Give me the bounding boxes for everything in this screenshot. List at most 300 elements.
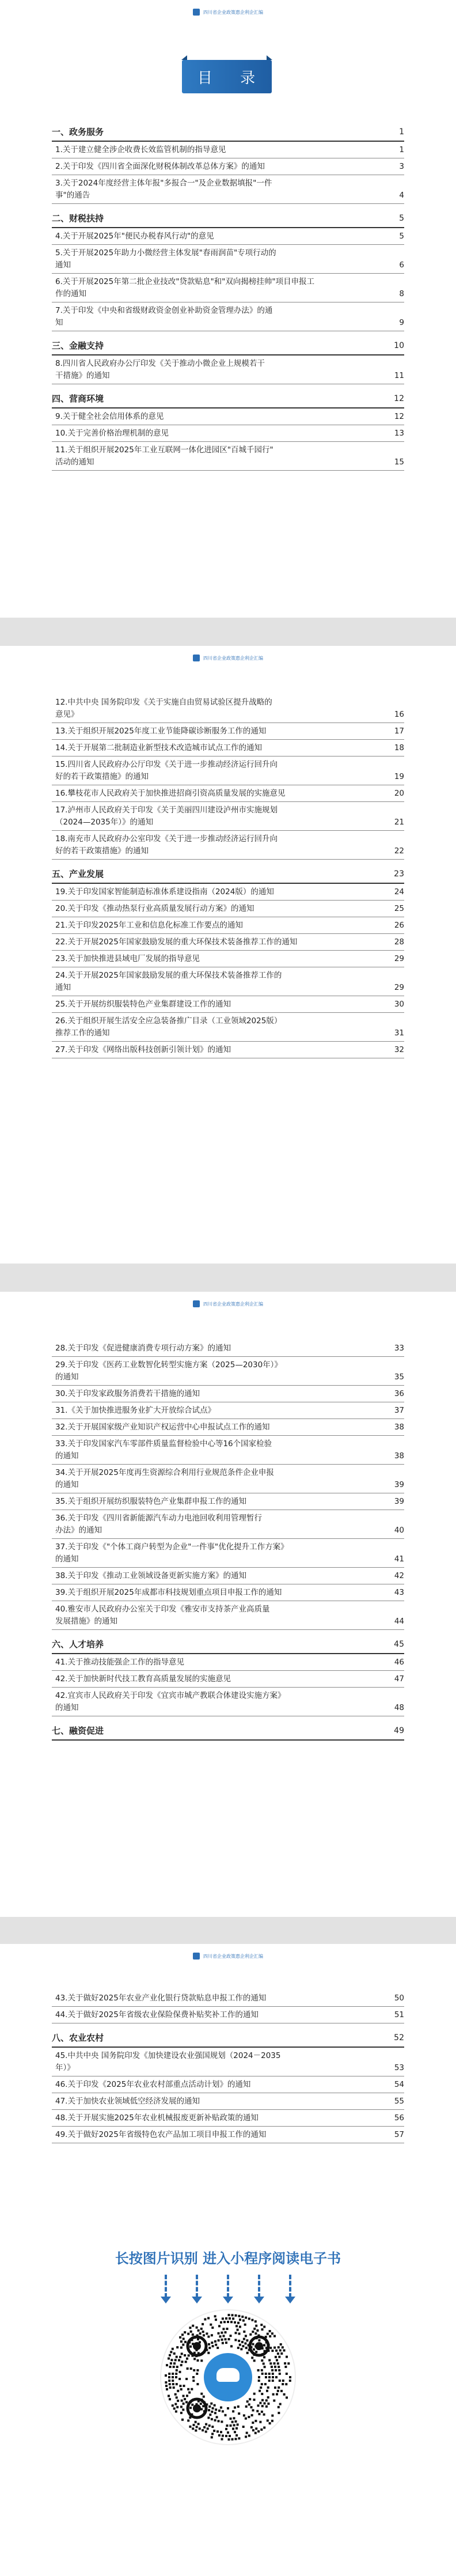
entry-text: 的通知 xyxy=(55,1451,79,1461)
entry-text: 1.关于建立健全涉企收费长效监管机制的指导意见 xyxy=(55,145,226,154)
entry-text: 办法》的通知 xyxy=(55,1526,102,1535)
entry-text: 16.攀枝花市人民政府关于加快推进招商引资高质量发展的实施意见 xyxy=(55,789,286,798)
entry-text: 推荐工作的通知 xyxy=(55,1028,110,1038)
entry-text: 40.雅安市人民政府办公室关于印发《雅安市支持茶产业高质量 xyxy=(55,1605,270,1614)
entry-line xyxy=(55,1496,404,1508)
entry-text: 26.关于组织开展生活安全应急装备推广目录（工业领域2025版） xyxy=(55,1016,282,1026)
qr-dot xyxy=(208,2343,210,2346)
qr-dot xyxy=(172,2404,174,2407)
qr-dot xyxy=(237,2347,240,2349)
entry-line xyxy=(55,1405,404,1417)
qr-dot xyxy=(252,2343,254,2346)
qr-dot xyxy=(180,2405,183,2408)
qr-dot xyxy=(176,2406,178,2408)
qr-dot xyxy=(272,2376,274,2378)
qr-dot xyxy=(191,2404,193,2406)
qr-dot xyxy=(227,2407,229,2409)
toc-entry[interactable] xyxy=(52,1386,404,1402)
qr-dot xyxy=(203,2396,205,2398)
toc-section[interactable] xyxy=(52,337,404,355)
qr-dot xyxy=(176,2396,178,2399)
toc-entry[interactable] xyxy=(52,1654,404,1671)
entry-line xyxy=(55,456,404,468)
toc-entry[interactable] xyxy=(52,408,404,425)
toc-section[interactable] xyxy=(52,1636,404,1654)
entry-text: 47.关于加快农业领域低空经济发展的通知 xyxy=(55,2097,200,2106)
qr-dot xyxy=(261,2373,264,2375)
entry-line xyxy=(55,444,404,456)
toc-list xyxy=(52,1340,404,1741)
qr-dot xyxy=(252,2429,254,2431)
toc-entry[interactable] xyxy=(52,274,404,302)
entry-line xyxy=(55,428,404,440)
page-number: 33 xyxy=(394,1344,404,1353)
toc-entry[interactable] xyxy=(52,967,404,996)
qr-dot xyxy=(175,2376,177,2378)
book-icon xyxy=(193,1953,200,1960)
qr-dot xyxy=(165,2385,168,2387)
qr-dot xyxy=(186,2395,188,2397)
qr-dot xyxy=(168,2376,170,2378)
page-number: 42 xyxy=(394,1571,404,1580)
qr-dot xyxy=(242,2426,245,2428)
qr-dot xyxy=(223,2321,226,2323)
toc-entry[interactable] xyxy=(52,884,404,901)
entry-text: 44.关于做好2025年省级农业保险保费补贴奖补工作的通知 xyxy=(55,2010,259,2019)
entry-line xyxy=(55,1525,404,1537)
qr-dot xyxy=(199,2427,201,2430)
qr-dot xyxy=(243,2414,245,2416)
toc-entry[interactable] xyxy=(52,2110,404,2127)
section-title: 一、政务服务 xyxy=(52,127,104,137)
section-title: 八、农业农村 xyxy=(52,2033,104,2043)
entry-text: 17.泸州市人民政府关于印发《关于美丽四川建设泸州市实施规划 xyxy=(55,805,278,815)
entry-line xyxy=(55,1359,404,1371)
qr-dot xyxy=(238,2437,240,2439)
qr-dot xyxy=(169,2386,172,2389)
qr-dot xyxy=(186,2358,188,2360)
page-number: 48 xyxy=(394,1703,404,1712)
qr-dot xyxy=(175,2411,177,2413)
entry-text: 23.关于加快推进县域电厂发展的指导意见 xyxy=(55,954,200,963)
toc-page-2 xyxy=(0,646,456,1264)
entry-line xyxy=(55,886,404,898)
qr-dot xyxy=(197,2359,199,2362)
entry-line xyxy=(55,1015,404,1027)
toc-entry[interactable] xyxy=(52,1688,404,1716)
toc-title-banner xyxy=(182,60,272,93)
qr-dot xyxy=(188,2354,190,2356)
qr-dot xyxy=(222,2410,224,2412)
qr-dot xyxy=(280,2390,283,2392)
page-header xyxy=(0,8,456,16)
toc-entry[interactable] xyxy=(52,1419,404,1436)
qr-dot xyxy=(181,2333,184,2336)
qr-dot xyxy=(252,2331,254,2333)
toc-entry[interactable] xyxy=(52,228,404,245)
toc-entry[interactable] xyxy=(52,901,404,917)
qr-dot xyxy=(207,2427,209,2430)
qr-dot xyxy=(200,2403,202,2405)
entry-line xyxy=(55,2050,404,2062)
qr-dot xyxy=(196,2327,198,2329)
toc-entry[interactable] xyxy=(52,1436,404,1465)
toc-entry[interactable] xyxy=(52,175,404,204)
qr-dot xyxy=(211,2342,213,2344)
toc-section[interactable] xyxy=(52,123,404,142)
entry-line xyxy=(55,247,404,259)
qr-dot xyxy=(251,2319,253,2321)
qr-dot xyxy=(275,2376,278,2378)
toc-entry[interactable] xyxy=(52,831,404,860)
qr-dot xyxy=(278,2412,280,2414)
arrow-down-icon xyxy=(165,2275,167,2298)
arrow-down-icon xyxy=(289,2275,291,2298)
qr-dot xyxy=(176,2356,178,2358)
toc-section[interactable] xyxy=(52,390,404,408)
entry-line xyxy=(55,1512,404,1525)
toc-list xyxy=(52,694,404,1058)
qr-dot xyxy=(172,2376,174,2378)
toc-entry[interactable] xyxy=(52,1042,404,1058)
page-number: 57 xyxy=(394,2130,404,2139)
qr-dot xyxy=(259,2390,261,2392)
qr-dot xyxy=(261,2411,263,2413)
qr-dot xyxy=(275,2369,277,2371)
page-number: 6 xyxy=(399,260,404,270)
entry-text: 4.关于开展2025年"便民办税春风行动"的意见 xyxy=(55,232,214,241)
qr-dot xyxy=(209,2414,211,2416)
page-number: 50 xyxy=(394,1994,404,2003)
toc-section[interactable] xyxy=(52,2029,404,2048)
qr-dot xyxy=(240,2348,242,2350)
qr-dot xyxy=(287,2362,290,2365)
entry-line xyxy=(55,970,404,982)
qr-dot xyxy=(261,2405,264,2407)
qr-dot xyxy=(230,2424,232,2427)
toc-entry[interactable] xyxy=(52,1357,404,1386)
entry-line xyxy=(55,2095,404,2108)
entry-line xyxy=(55,177,404,190)
qr-dot xyxy=(179,2371,181,2373)
toc-section[interactable] xyxy=(52,210,404,228)
toc-entry[interactable] xyxy=(52,1493,404,1510)
entry-text: 发展措施》的通知 xyxy=(55,1617,117,1626)
page-number: 54 xyxy=(394,2080,404,2089)
toc-entry[interactable] xyxy=(52,1539,404,1568)
toc-entry[interactable] xyxy=(52,2048,404,2076)
page-number: 9 xyxy=(399,318,404,327)
section-title: 四、营商环境 xyxy=(52,394,104,404)
page-number: 55 xyxy=(394,2097,404,2106)
page-number: 3 xyxy=(399,162,404,171)
header-text: 四川省企业政策惠企利企汇编 xyxy=(203,1953,263,1959)
toc-section[interactable] xyxy=(52,865,404,884)
qr-dot xyxy=(173,2366,175,2368)
qr-dot xyxy=(279,2380,281,2382)
qr-dot xyxy=(181,2352,183,2355)
entry-line xyxy=(55,411,404,423)
entry-text: 的通知 xyxy=(55,1480,79,1489)
qr-dot xyxy=(263,2344,265,2347)
qr-dot xyxy=(165,2381,167,2384)
qr-dot xyxy=(268,2376,271,2378)
entry-text: 6.关于开展2025年第二批企业技改"贷款贴息"和"双向揭榜挂帅"项目申报工 xyxy=(55,277,315,286)
qr-dot xyxy=(218,2434,221,2437)
entry-line xyxy=(55,697,404,709)
entry-line xyxy=(55,1467,404,1479)
page-header xyxy=(0,1952,456,1960)
qr-dot xyxy=(234,2407,236,2409)
page-number: 43 xyxy=(394,1588,404,1597)
qr-dot xyxy=(245,2405,248,2408)
entry-line xyxy=(55,998,404,1011)
toc-entry[interactable] xyxy=(52,425,404,442)
qr-dot xyxy=(228,2438,230,2441)
toc-entry[interactable] xyxy=(52,142,404,158)
qr-dot xyxy=(267,2419,269,2422)
entry-line xyxy=(55,2009,404,2021)
entry-text: 43.关于做好2025年农业产业化银行贷款贴息申报工作的通知 xyxy=(55,1994,267,2003)
qr-dot xyxy=(169,2383,171,2385)
qr-dot xyxy=(207,2416,210,2419)
entry-line xyxy=(55,1616,404,1628)
entry-text: 干措施》的通知 xyxy=(55,371,110,380)
qr-dot xyxy=(265,2376,267,2378)
qr-dot xyxy=(257,2369,260,2371)
qr-dot xyxy=(235,2332,237,2334)
qr-dot xyxy=(233,2424,235,2426)
qr-dot xyxy=(289,2376,291,2378)
qr-dot xyxy=(205,2423,207,2426)
qr-dot xyxy=(222,2435,224,2437)
toc-entry[interactable] xyxy=(52,442,404,471)
qr-dot xyxy=(273,2400,275,2402)
qr-dot xyxy=(242,2320,245,2322)
entry-line xyxy=(55,742,404,754)
qr-dot xyxy=(177,2400,179,2402)
qr-dot xyxy=(168,2380,170,2382)
page-number: 38 xyxy=(394,1423,404,1432)
qr-dot xyxy=(220,2407,222,2409)
page-number: 37 xyxy=(394,1406,404,1415)
qr-dot xyxy=(279,2349,282,2351)
page-number: 26 xyxy=(394,921,404,930)
entry-text: 的通知 xyxy=(55,1554,79,1564)
entry-text: 27.关于印发《网络出版科技创新引领计划》的通知 xyxy=(55,1045,231,1054)
entry-line xyxy=(55,833,404,845)
qr-dot xyxy=(261,2399,264,2401)
qr-dot xyxy=(193,2358,196,2360)
qr-dot xyxy=(207,2336,210,2338)
qr-dot xyxy=(203,2426,206,2429)
qr-dot xyxy=(180,2412,183,2414)
qr-dot xyxy=(179,2356,181,2358)
page-number: 12 xyxy=(394,412,404,421)
entry-text: 知 xyxy=(55,318,63,327)
arrow-down-icon xyxy=(196,2275,198,2298)
entry-text: 21.关于印发2025年工业和信息化标准工作要点的通知 xyxy=(55,921,243,930)
qr-dot xyxy=(269,2362,272,2365)
qr-dot xyxy=(285,2383,287,2385)
qr-dot xyxy=(261,2383,263,2385)
qr-dot xyxy=(263,2427,265,2429)
entry-line xyxy=(55,759,404,771)
qr-dot xyxy=(169,2354,171,2356)
qr-dot xyxy=(200,2359,203,2362)
qr-dot xyxy=(205,2431,207,2433)
toc-entry[interactable] xyxy=(52,355,404,384)
section-title: 五、产业发展 xyxy=(52,869,104,879)
qr-dot xyxy=(277,2390,279,2392)
entry-text: 10.关于完善价格治理机制的意见 xyxy=(55,429,169,438)
qr-dot xyxy=(286,2396,288,2399)
qr-dot xyxy=(246,2400,249,2403)
entry-text: 好的若干政策措施》的通知 xyxy=(55,772,149,781)
qr-dot xyxy=(168,2395,170,2397)
entry-line xyxy=(55,317,404,329)
qr-dot xyxy=(210,2324,212,2326)
mini-program-qr-code[interactable] xyxy=(161,2310,295,2444)
page-number: 19 xyxy=(394,772,404,781)
toc-entry[interactable] xyxy=(52,2076,404,2093)
toc-entry[interactable] xyxy=(52,802,404,831)
toc-entry[interactable] xyxy=(52,1402,404,1419)
entry-text: 15.四川省人民政府办公厅印发《关于进一步推动经济运行回升向 xyxy=(55,760,278,769)
toc-entry[interactable] xyxy=(52,723,404,740)
qr-dot xyxy=(253,2393,256,2395)
toc-page-1 xyxy=(0,0,456,618)
qr-dot xyxy=(219,2335,222,2337)
toc-entry[interactable] xyxy=(52,1990,404,2007)
qr-dot xyxy=(278,2346,280,2348)
qr-dot xyxy=(230,2321,233,2323)
qr-dot xyxy=(271,2420,273,2422)
toc-entry[interactable] xyxy=(52,740,404,756)
qr-dot xyxy=(203,2334,205,2336)
qr-dot xyxy=(173,2386,175,2389)
qr-dot xyxy=(176,2366,178,2368)
toc-entry[interactable] xyxy=(52,951,404,967)
qr-dot xyxy=(253,2359,256,2362)
entry-line xyxy=(55,1603,404,1616)
entry-line xyxy=(55,1690,404,1702)
toc-entry[interactable] xyxy=(52,158,404,175)
toc-entry[interactable] xyxy=(52,1510,404,1539)
qr-dot xyxy=(274,2366,276,2368)
qr-dot xyxy=(248,2416,250,2418)
entry-line xyxy=(55,920,404,932)
qr-dot xyxy=(246,2352,249,2354)
toc-entry[interactable] xyxy=(52,1568,404,1584)
toc-entry[interactable] xyxy=(52,934,404,951)
qr-dot xyxy=(253,2399,256,2401)
qr-dot xyxy=(207,2352,210,2354)
qr-dot xyxy=(238,2340,240,2342)
entry-line xyxy=(55,804,404,816)
qr-dot xyxy=(193,2369,195,2371)
entry-line xyxy=(55,845,404,857)
qr-dot xyxy=(231,2421,234,2423)
qr-dot xyxy=(225,2317,227,2320)
entry-text: 13.关于组织开展2025年度工业节能降碳诊断服务工作的通知 xyxy=(55,727,267,736)
entry-line xyxy=(55,1570,404,1582)
entry-line xyxy=(55,816,404,829)
qr-dot xyxy=(168,2373,170,2375)
qr-dot xyxy=(227,2431,229,2434)
toc-entry[interactable] xyxy=(52,1671,404,1688)
qr-dot xyxy=(237,2322,240,2324)
qr-dot xyxy=(243,2331,245,2333)
toc-entry[interactable] xyxy=(52,245,404,274)
page-number: 47 xyxy=(394,1674,404,1684)
toc-entry[interactable] xyxy=(52,302,404,331)
qr-dot xyxy=(234,2339,237,2341)
toc-entry[interactable] xyxy=(52,694,404,723)
page-number: 39 xyxy=(394,1480,404,1489)
qr-dot xyxy=(184,2398,186,2400)
qr-dot xyxy=(225,2331,227,2333)
entry-text: 33.关于印发国家汽车零部件质量监督检验中心等16个国家检验 xyxy=(55,1439,272,1448)
toc-entry[interactable] xyxy=(52,785,404,802)
qr-dot xyxy=(207,2317,210,2320)
entry-line xyxy=(55,1992,404,2004)
entry-line xyxy=(55,2129,404,2141)
qr-dot xyxy=(233,2417,235,2419)
qr-dot xyxy=(196,2426,198,2428)
toc-section[interactable] xyxy=(52,1722,404,1741)
toc-entry[interactable] xyxy=(52,1465,404,1493)
qr-dot xyxy=(253,2348,255,2351)
qr-dot xyxy=(187,2367,189,2370)
page-number: 17 xyxy=(394,727,404,736)
toc-entry[interactable] xyxy=(52,2127,404,2143)
qr-dot xyxy=(269,2422,271,2424)
entry-text: 29.关于印发《医药工业数智化转型实施方案（2025—2030年）》 xyxy=(55,1360,282,1370)
qr-dot xyxy=(226,2328,229,2330)
entry-line xyxy=(55,1027,404,1039)
qr-dot xyxy=(185,2401,188,2403)
qr-dot xyxy=(189,2346,192,2348)
entry-line xyxy=(55,953,404,965)
toc-entry[interactable] xyxy=(52,1584,404,1601)
entry-text: 年）》 xyxy=(55,2063,75,2072)
qr-dot xyxy=(182,2408,184,2411)
entry-text: 34.关于开展2025年度再生资源综合利用行业规范条件企业申报 xyxy=(55,1468,274,1477)
qr-dot xyxy=(267,2386,269,2389)
page-number: 32 xyxy=(394,1045,404,1054)
toc-entry[interactable] xyxy=(52,917,404,934)
toc-entry[interactable] xyxy=(52,1601,404,1630)
qr-dot xyxy=(230,2418,232,2420)
qr-dot xyxy=(278,2366,280,2368)
page-header xyxy=(0,654,456,662)
toc-entry[interactable] xyxy=(52,2093,404,2110)
toc-entry[interactable] xyxy=(52,996,404,1013)
section-title: 三、金融支持 xyxy=(52,341,104,351)
qr-dot xyxy=(264,2366,266,2368)
entry-text: 18.南充市人民政府办公室印发《关于进一步推动经济运行回升向 xyxy=(55,834,278,843)
entry-text: 42.关于加快新时代技工教育高质量发展的实施意见 xyxy=(55,1674,231,1684)
qr-dot xyxy=(208,2347,211,2349)
toc-entry[interactable] xyxy=(52,1013,404,1042)
toc-entry[interactable] xyxy=(52,1340,404,1357)
book-icon xyxy=(193,1300,200,1307)
toc-entry[interactable] xyxy=(52,2007,404,2023)
qr-finder-center xyxy=(193,2342,201,2350)
qr-dot xyxy=(185,2378,188,2380)
toc-entry[interactable] xyxy=(52,756,404,785)
